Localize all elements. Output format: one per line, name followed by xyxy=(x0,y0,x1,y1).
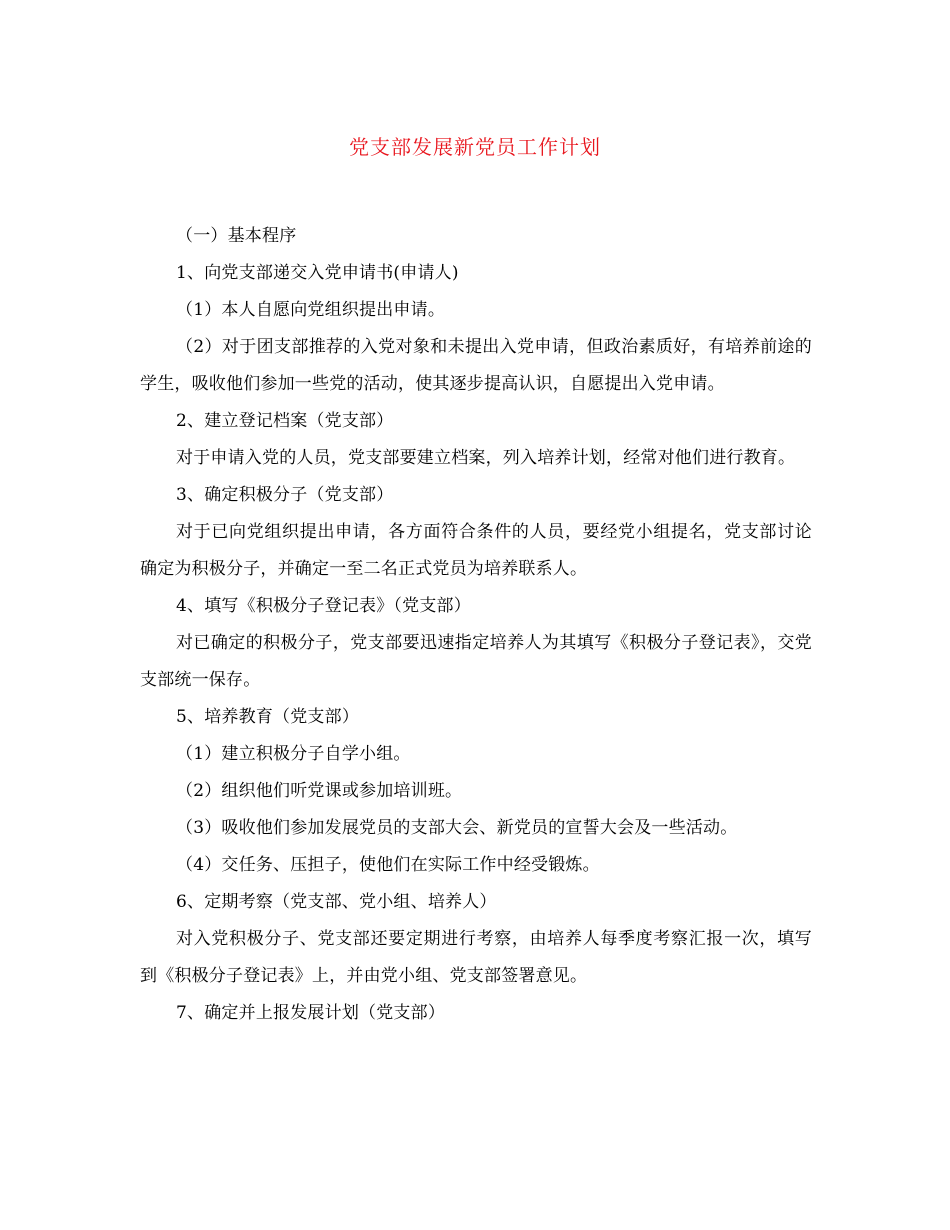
step-heading: 4、填写《积极分子登记表》（党支部） xyxy=(176,596,471,616)
sub-item: （4）交任务、压担子，使他们在实际工作中经受锻炼。 xyxy=(176,855,600,875)
step-heading: 3、确定积极分子（党支部） xyxy=(176,485,394,505)
sub-item: （1）本人自愿向党组织提出申请。 xyxy=(176,300,446,320)
step-heading: 2、建立登记档案（党支部） xyxy=(176,411,394,431)
sub-item: （2）组织他们听党课或参加培训班。 xyxy=(176,781,463,801)
section-heading: （一）基本程序 xyxy=(176,226,297,246)
body-paragraph: 对入党积极分子、党支部还要定期进行考察，由培养人每季度考察汇报一次，填写到《积极分子登记表》上，并由党小组、党支部签署意见。 xyxy=(140,929,812,986)
sub-item: （2）对于团支部推荐的入党对象和未提出入党申请，但政治素质好，有培养前途的学生，吸收他们参加一些党的活动，使其逐步提高认识，自愿提出入党申请。 xyxy=(140,337,812,394)
document-title: 党支部发展新党员工作计划 xyxy=(349,135,601,159)
document-body xyxy=(140,218,812,1032)
sub-item: （1）建立积极分子自学小组。 xyxy=(176,744,411,764)
body-paragraph: 对已确定的积极分子，党支部要迅速指定培养人为其填写《积极分子登记表》，交党支部统一保存。 xyxy=(140,633,812,690)
body-paragraph: 对于申请入党的人员，党支部要建立档案，列入培养计划，经常对他们进行教育。 xyxy=(176,448,796,468)
step-heading: 5、培养教育（党支部） xyxy=(176,707,360,727)
step-heading: 1、向党支部递交入党申请书(申请人) xyxy=(176,263,459,283)
step-heading: 6、定期考察（党支部、党小组、培养人） xyxy=(176,892,497,912)
sub-item: （3）吸收他们参加发展党员的支部大会、新党员的宣誓大会及一些活动。 xyxy=(176,818,738,838)
step-heading: 7、确定并上报发展计划（党支部） xyxy=(176,1003,446,1023)
body-paragraph: 对于已向党组织提出申请，各方面符合条件的人员，要经党小组提名，党支部讨论确定为积极分子，并确定一至二名正式党员为培养联系人。 xyxy=(140,522,812,579)
